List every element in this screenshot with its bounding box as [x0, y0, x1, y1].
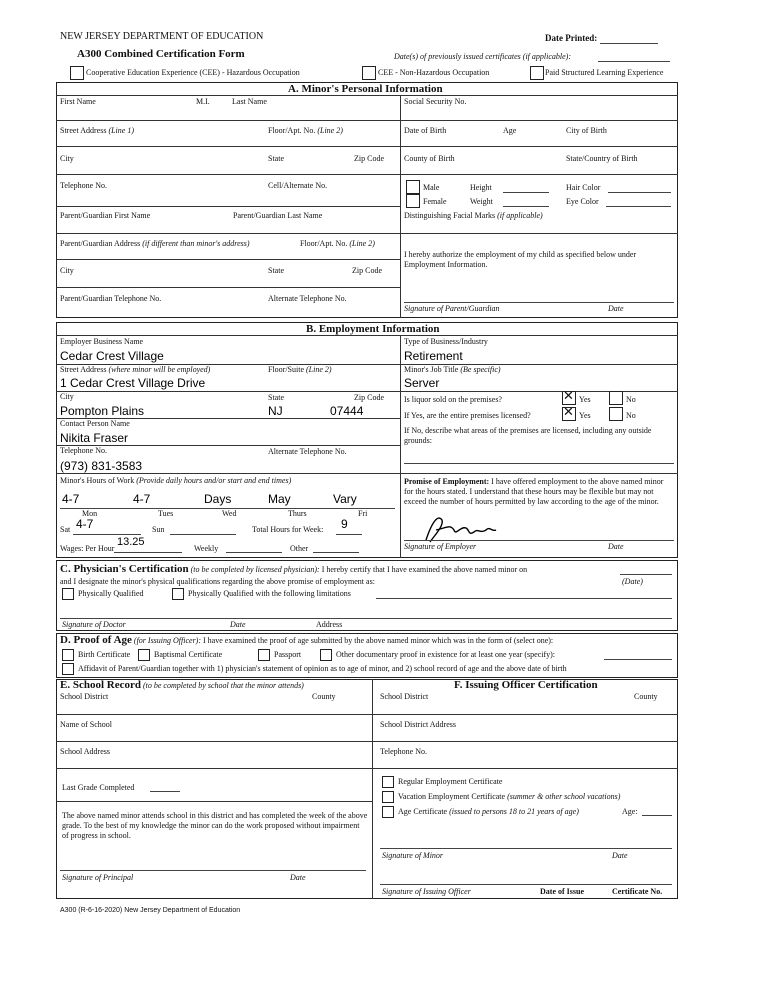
total-hours-value[interactable]: 9 — [341, 517, 348, 531]
liquor-yes-checkbox[interactable] — [562, 391, 576, 405]
pg-address-label — [60, 239, 250, 248]
zip-label: Zip Code — [354, 154, 384, 163]
pg-phone-label: Parent/Guardian Telephone No. — [60, 294, 162, 303]
row-rule — [56, 391, 678, 392]
cee-hazardous-label: Cooperative Education Experience (CEE) - Hazardous Occupation — [86, 68, 300, 77]
qualified-limitations-label: Physically Qualified with the following limitations — [188, 589, 351, 598]
pg-floor-label-text: Floor/Apt. No. — [300, 239, 348, 248]
pg-city-label: City — [60, 266, 74, 275]
tue-hours-value[interactable]: 4-7 — [133, 492, 151, 506]
physician-cert-text: I hereby certify that I have examined the above named minor on — [321, 565, 528, 574]
f-district-label: School District — [380, 692, 429, 701]
job-title-value[interactable]: Server — [404, 376, 440, 390]
row-rule — [56, 174, 678, 175]
date-printed-label: Date Printed: — [545, 33, 598, 43]
school-name-label: Name of School — [60, 720, 112, 729]
sat-hours-value[interactable]: 4-7 — [76, 517, 94, 531]
other-proof-checkbox[interactable] — [320, 649, 332, 661]
proof-of-age-text: I have examined the proof of age submitted by the above named minor which was in the form of (select one): — [203, 636, 554, 645]
age-line[interactable] — [642, 815, 672, 816]
emp-state-value[interactable]: NJ — [268, 404, 283, 418]
emp-state-label: State — [268, 393, 284, 402]
sat-line[interactable] — [73, 534, 141, 535]
pg-last-label: Parent/Guardian Last Name — [233, 211, 323, 220]
row-rule — [56, 206, 400, 207]
emp-floor-label-text: Floor/Suite — [268, 365, 305, 374]
row-rule — [56, 473, 678, 474]
date-printed-line[interactable] — [600, 43, 658, 44]
last-name-label: Last Name — [232, 97, 267, 106]
officer-signature-line[interactable] — [380, 884, 672, 885]
fri-hours-value[interactable]: Vary — [333, 492, 357, 506]
emp-floor-note: (Line 2) — [306, 365, 332, 374]
contact-value[interactable]: Nikita Fraser — [60, 431, 129, 445]
ssn-label: Social Security No. — [404, 97, 467, 106]
liquor-yes-label: Yes — [579, 395, 591, 404]
city-label: City — [60, 154, 74, 163]
height-label: Height — [470, 183, 492, 192]
department-name: NEW JERSEY DEPARTMENT OF EDUCATION — [60, 31, 264, 42]
licensed-areas-line[interactable] — [404, 463, 674, 464]
authorize-text: I hereby authorize the employment of my child as specified below under Employment Information. — [404, 250, 637, 269]
e-county-label: County — [312, 692, 336, 701]
emp-alt-tel-label: Alternate Telephone No. — [268, 447, 347, 456]
wages-label: Wages: Per Hour — [60, 544, 115, 553]
row-rule — [56, 146, 678, 147]
licensed-areas-text: If No, describe what areas of the premises are licensed, including any outside grounds: — [404, 426, 652, 445]
physically-qualified-checkbox[interactable] — [62, 588, 74, 600]
vacation-cert-checkbox[interactable] — [382, 791, 394, 803]
section-ef-box — [56, 679, 678, 899]
minor-date-label: Date — [612, 851, 628, 860]
age-cert-text: Age Certificate — [398, 807, 448, 816]
row-rule — [56, 714, 678, 715]
sun-line[interactable] — [170, 534, 236, 535]
district-address-label: School District Address — [380, 720, 456, 729]
height-line[interactable] — [503, 192, 549, 193]
licensed-no-checkbox[interactable] — [609, 407, 623, 421]
baptismal-certificate-label: Baptismal Certificate — [154, 650, 223, 659]
male-label: Male — [423, 183, 440, 192]
job-title-label-text: Minor's Job Title — [404, 365, 459, 374]
liquor-no-label: No — [626, 395, 636, 404]
section-e-title: E. School Record — [60, 679, 141, 691]
thurs-label: Thurs — [288, 509, 307, 518]
row-rule — [56, 233, 678, 234]
school-address-label: School Address — [60, 747, 110, 756]
mon-hours-value[interactable]: 4-7 — [62, 492, 80, 506]
section-f-title: F. Issuing Officer Certification — [454, 679, 598, 691]
passport-label: Passport — [274, 650, 302, 659]
regular-cert-checkbox[interactable] — [382, 776, 394, 788]
section-d-note: (for Issuing Officer): — [133, 636, 202, 645]
licensed-yes-label: Yes — [579, 411, 591, 420]
floor-label — [268, 126, 343, 135]
licensed-no-label: No — [626, 411, 636, 420]
section-ef-divider — [372, 679, 373, 899]
business-type-label: Type of Business/Industry — [404, 337, 488, 346]
first-name-label: First Name — [60, 97, 96, 106]
alt-phone-label: Alternate Telephone No. — [268, 294, 347, 303]
age-cert-label — [398, 807, 579, 816]
business-type-value[interactable]: Retirement — [404, 349, 463, 363]
certificate-no-label: Certificate No. — [612, 887, 663, 896]
licensed-question: If Yes, are the entire premises licensed? — [404, 411, 531, 420]
emp-zip-label: Zip Code — [354, 393, 384, 402]
section-b-header-rule — [56, 335, 678, 336]
row-rule — [56, 768, 678, 769]
liquor-question: Is liquor sold on the premises? — [404, 395, 502, 404]
last-grade-label: Last Grade Completed — [62, 783, 135, 792]
dob-label: Date of Birth — [404, 126, 447, 135]
emp-street-note: (where minor will be employed) — [108, 365, 211, 374]
row-rule — [56, 445, 400, 446]
age-cert-note: (issued to persons 18 to 21 years of age) — [449, 807, 579, 816]
exam-date-line[interactable] — [620, 574, 672, 575]
contact-label: Contact Person Name — [60, 419, 130, 428]
section-e-note: (to be completed by school that the minor attends) — [142, 681, 304, 690]
hours-note: (Provide daily hours and/or start and end times) — [136, 476, 292, 485]
section-e-heading — [60, 679, 304, 691]
baptismal-certificate-checkbox[interactable] — [138, 649, 150, 661]
employer-value[interactable]: Cedar Crest Village — [60, 349, 164, 363]
pg-floor-note: (Line 2) — [349, 239, 375, 248]
eye-line[interactable] — [606, 206, 671, 207]
sun-label: Sun — [152, 525, 165, 534]
prev-certs-line[interactable] — [598, 61, 670, 62]
minor-signature-label: Signature of Minor — [382, 851, 444, 860]
promise-text — [404, 477, 672, 507]
cee-hazardous-checkbox[interactable] — [70, 66, 84, 80]
f-telephone-label: Telephone No. — [380, 747, 427, 756]
emp-tel-value[interactable]: (973) 831-3583 — [60, 459, 143, 473]
row-rule — [56, 287, 400, 288]
doctor-signature-label: Signature of Doctor — [62, 620, 126, 629]
floor-label-text: Floor/Apt. No. — [268, 126, 316, 135]
birth-certificate-checkbox[interactable] — [62, 649, 74, 661]
row-rule — [56, 120, 678, 121]
physically-qualified-label: Physically Qualified — [78, 589, 144, 598]
street-label — [60, 126, 134, 135]
emp-zip-value[interactable]: 07444 — [330, 404, 364, 418]
eye-label: Eye Color — [566, 197, 599, 206]
emp-street-label — [60, 365, 210, 374]
vacation-cert-text: Vacation Employment Certificate — [398, 792, 506, 801]
emp-street-value[interactable]: 1 Cedar Crest Village Drive — [60, 376, 206, 390]
cee-nonhazardous-checkbox[interactable] — [362, 66, 376, 80]
total-hours-label: Total Hours for Week: — [252, 525, 324, 534]
pg-address-note: (if different than minor's address) — [142, 239, 250, 248]
promise-body: I have offered employment to the above named minor for the hours stated. I understand that these hours may be flexible but may not exceed the number of hours permitted by law according to the age of the minor. — [404, 477, 664, 506]
date-of-issue-label: Date of Issue — [540, 887, 584, 896]
age-label: Age: — [622, 807, 638, 816]
weight-line[interactable] — [503, 206, 549, 207]
section-a-divider — [400, 95, 401, 318]
emp-street-label-text: Street Address — [60, 365, 107, 374]
pg-first-label: Parent/Guardian First Name — [60, 211, 151, 220]
doctor-signature-line[interactable] — [60, 618, 672, 619]
weekly-label: Weekly — [194, 544, 219, 553]
other-label: Other — [290, 544, 309, 553]
wed-hours-value[interactable]: Days — [204, 492, 232, 506]
male-checkbox[interactable] — [406, 180, 420, 194]
psle-checkbox[interactable] — [530, 66, 544, 80]
section-b-title: B. Employment Information — [306, 323, 440, 335]
county-birth-label: County of Birth — [404, 154, 455, 163]
minor-signature-line[interactable] — [380, 848, 672, 849]
emp-floor-label — [268, 365, 332, 374]
affidavit-label: Affidavit of Parent/Guardian together with 1) physician's statement of opinion as to age of minor, and 2) school record of age and the above date of birth — [78, 664, 567, 673]
doctor-date-label: Date — [230, 620, 246, 629]
facial-label-text: Distinguishing Facial Marks — [404, 211, 496, 220]
mi-label: M.I. — [196, 97, 210, 106]
hair-line[interactable] — [608, 192, 671, 193]
employer-signature-label: Signature of Employer — [404, 542, 477, 551]
section-c-title: C. Physician's Certification — [60, 563, 189, 575]
psle-label: Paid Structured Learning Experience — [545, 68, 664, 77]
wage-per-hour-value[interactable]: 13.25 — [117, 536, 145, 548]
pg-zip-label: Zip Code — [352, 266, 382, 275]
form-title: A300 Combined Certification Form — [77, 48, 245, 60]
passport-checkbox[interactable] — [258, 649, 270, 661]
weight-label: Weight — [470, 197, 493, 206]
floor-note: (Line 2) — [317, 126, 343, 135]
hours-label-text: Minor's Hours of Work — [60, 476, 135, 485]
job-title-label — [404, 365, 501, 374]
state-label: State — [268, 154, 284, 163]
footer-text: A300 (R-6-16-2020) New Jersey Department of Education — [60, 907, 241, 914]
qualified-limitations-checkbox[interactable] — [172, 588, 184, 600]
parent-date-label: Date — [608, 304, 624, 313]
facial-label — [404, 211, 543, 220]
school-statement: The above named minor attends school in this district and has completed the week of the above grade. To the best of my knowledge the minor can do the work proposed without impairment of progress in school. — [62, 811, 368, 840]
liquor-no-checkbox[interactable] — [609, 391, 623, 405]
city-birth-label: City of Birth — [566, 126, 607, 135]
promise-heading: Promise of Employment: — [404, 477, 490, 486]
parent-signature-line[interactable] — [404, 302, 674, 303]
limitations-line[interactable] — [376, 598, 672, 599]
officer-signature-label: Signature of Issuing Officer — [382, 887, 471, 896]
principal-date-label: Date — [290, 873, 306, 882]
facial-note: (if applicable) — [497, 211, 543, 220]
row-rule — [56, 741, 678, 742]
other-proof-line[interactable] — [604, 659, 672, 660]
hours-label — [60, 476, 291, 485]
other-line[interactable] — [313, 552, 359, 553]
state-country-birth-label: State/Country of Birth — [566, 154, 638, 163]
emp-city-label: City — [60, 392, 74, 401]
wed-label: Wed — [222, 509, 237, 518]
pg-state-label: State — [268, 266, 284, 275]
section-a-title: A. Minor's Personal Information — [288, 83, 443, 95]
section-b-divider — [400, 335, 401, 558]
age-label: Age — [503, 126, 517, 135]
employer-signature-line[interactable] — [404, 540, 674, 541]
licensed-yes-checkbox[interactable] — [562, 407, 576, 421]
other-proof-label: Other documentary proof in existence for at least one year (specify): — [336, 650, 556, 659]
e-district-label: School District — [60, 692, 109, 701]
prev-certs-label: Date(s) of previously issued certificates (if applicable): — [394, 52, 571, 61]
pg-floor-label — [300, 239, 375, 248]
regular-cert-label: Regular Employment Certificate — [398, 777, 503, 786]
cee-nonhazardous-label: CEE - Non-Hazardous Occupation — [378, 68, 490, 77]
female-checkbox[interactable] — [406, 194, 420, 208]
pg-address-label-text: Parent/Guardian Address — [60, 239, 141, 248]
row-rule — [56, 259, 400, 260]
emp-tel-label: Telephone No. — [60, 446, 107, 455]
cell-label: Cell/Alternate No. — [268, 181, 328, 190]
employer-date-label: Date — [608, 542, 624, 551]
last-grade-line[interactable] — [150, 791, 180, 792]
mon-label: Mon — [82, 509, 98, 518]
vacation-cert-note: (summer & other school vacations) — [507, 792, 621, 801]
telephone-label: Telephone No. — [60, 181, 107, 190]
f-county-label: County — [634, 692, 658, 701]
street-note: (Line 1) — [108, 126, 134, 135]
job-title-note: (Be specific) — [460, 365, 501, 374]
birth-certificate-label: Birth Certificate — [78, 650, 131, 659]
emp-city-value[interactable]: Pompton Plains — [60, 404, 145, 418]
hair-label: Hair Color — [566, 183, 601, 192]
section-a-header-rule — [56, 95, 678, 96]
physician-cert-line1 — [60, 563, 527, 575]
weekly-line[interactable] — [226, 552, 282, 553]
doctor-address-label: Address — [316, 620, 343, 629]
exam-date-label: (Date) — [622, 577, 643, 586]
age-cert-checkbox[interactable] — [382, 806, 394, 818]
sat-label: Sat — [60, 525, 71, 534]
section-c-note: (to be completed by licensed physician): — [190, 565, 320, 574]
principal-signature-label: Signature of Principal — [62, 873, 134, 882]
row-rule — [56, 801, 372, 802]
affidavit-checkbox[interactable] — [62, 663, 74, 675]
tues-label: Tues — [158, 509, 174, 518]
parent-signature-label: Signature of Parent/Guardian — [404, 304, 500, 313]
section-d-title: D. Proof of Age — [60, 634, 132, 646]
principal-signature-line[interactable] — [60, 870, 366, 871]
total-hours-line[interactable] — [336, 534, 362, 535]
proof-of-age-line — [60, 634, 553, 646]
thu-hours-value[interactable]: May — [268, 492, 291, 506]
female-label: Female — [423, 197, 447, 206]
street-label-text: Street Address — [60, 126, 107, 135]
fri-label: Fri — [358, 509, 368, 518]
vacation-cert-label — [398, 792, 620, 801]
employer-label: Employer Business Name — [60, 337, 144, 346]
wage-per-hour-line[interactable] — [114, 552, 182, 553]
physician-cert-line2: and I designate the minor's physical qualifications regarding the above promise of employment as: — [60, 577, 375, 586]
